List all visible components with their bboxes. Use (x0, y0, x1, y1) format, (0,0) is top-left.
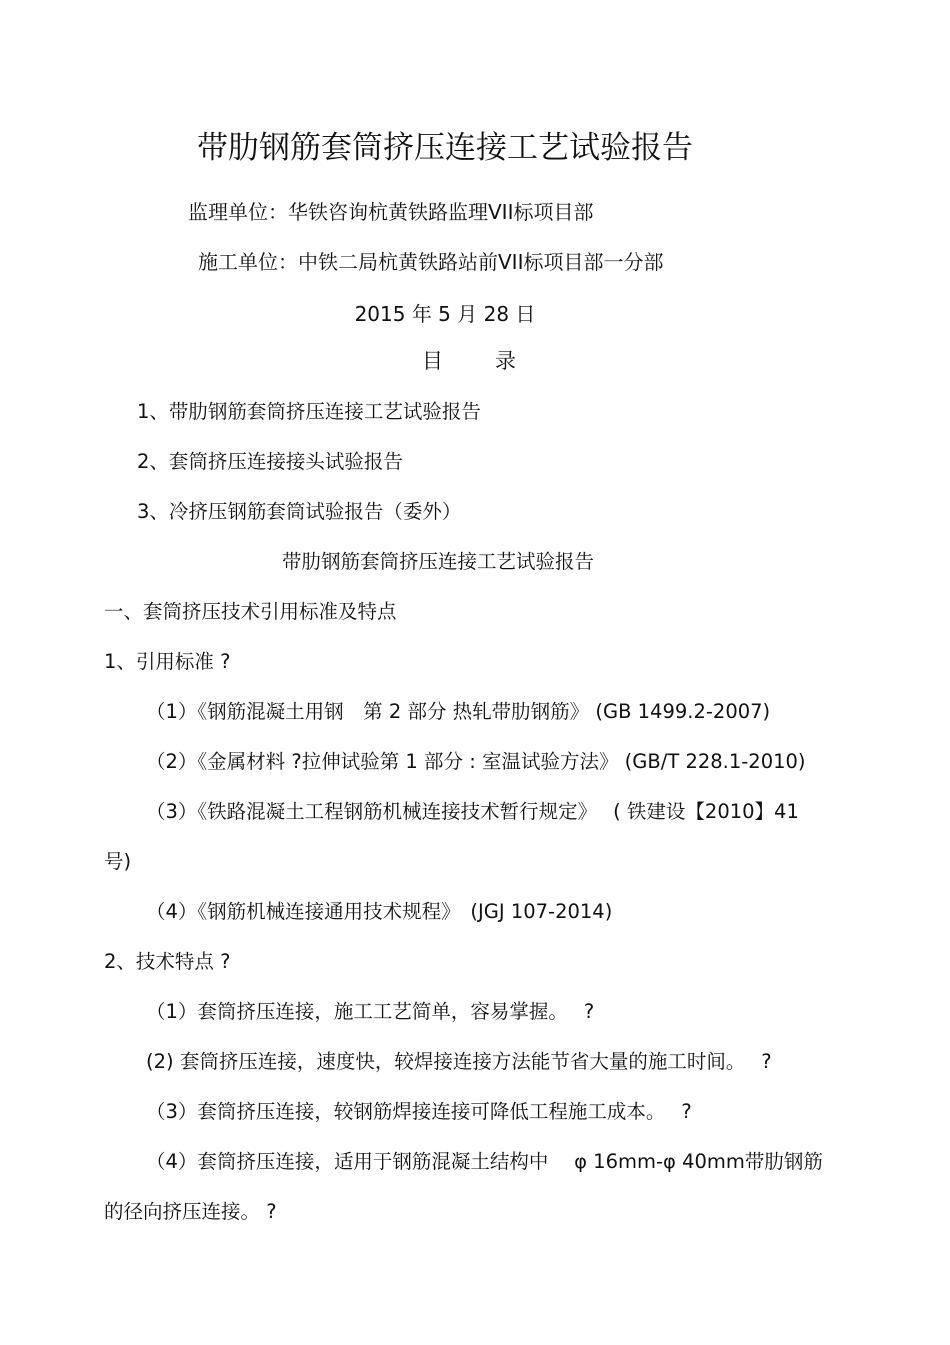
standard-item-continuation: 号) (104, 850, 132, 873)
standard-item: （1）《钢筋混凝土用钢 第 2 部分 热轧带肋钢筋》 (GB 1499.2-2007) (146, 700, 771, 723)
toc-item: 3、冷挤压钢筋套筒试验报告（委外） (137, 500, 462, 523)
standard-item: （4）《钢筋机械连接通用技术规程》 (JGJ 107-2014) (146, 900, 613, 923)
feature-item-continuation: 的径向挤压连接。 ? (104, 1200, 277, 1223)
report-subtitle: 带肋钢筋套筒挤压连接工艺试验报告 (282, 550, 595, 573)
feature-item: （3）套筒挤压连接，较钢筋焊接连接可降低工程施工成本。 ? (146, 1100, 692, 1123)
construction-unit: 施工单位：中铁二局杭黄铁路站前VII标项目部一分部 (198, 250, 664, 274)
feature-item: （1）套筒挤压连接，施工工艺简单，容易掌握。 ? (146, 1000, 595, 1023)
standard-item: （3）《铁路混凝土工程钢筋机械连接技术暂行规定》 ( 铁建设【2010】41 (146, 800, 799, 823)
subsection-heading: 1、引用标准 ? (104, 650, 231, 673)
toc-heading: 目录 (422, 349, 568, 373)
feature-item: (2) 套筒挤压连接，速度快，较焊接连接方法能节省大量的施工时间。 ? (146, 1050, 772, 1073)
supervision-unit: 监理单位：华铁咨询杭黄铁路监理VII标项目部 (188, 200, 594, 224)
toc-item: 1、带肋钢筋套筒挤压连接工艺试验报告 (137, 400, 481, 423)
document-title: 带肋钢筋套筒挤压连接工艺试验报告 (197, 130, 693, 166)
report-date: 2015 年 5 月 28 日 (354, 302, 536, 326)
feature-item: （4）套筒挤压连接，适用于钢筋混凝土结构中 φ 16mm-φ 40mm带肋钢筋 (146, 1150, 823, 1173)
section-heading: 一、套筒挤压技术引用标准及特点 (104, 600, 397, 623)
standard-item: （2）《金属材料 ?拉伸试验第 1 部分 : 室温试验方法》 (GB/T 228.1-2010) (146, 750, 806, 773)
toc-item: 2、套筒挤压连接接头试验报告 (137, 450, 403, 473)
subsection-heading: 2、技术特点 ? (104, 950, 231, 973)
